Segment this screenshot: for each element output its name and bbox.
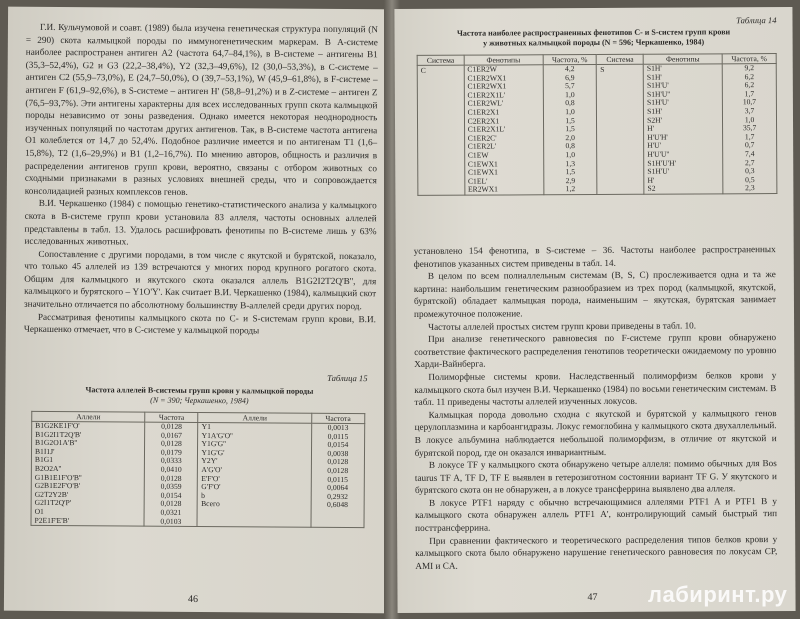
table15-allele: Y1G'G'' bbox=[201, 439, 226, 449]
table14-header-system-1: Система bbox=[417, 55, 464, 65]
table15-allele: P2E1F'E'B' bbox=[34, 515, 70, 525]
right-page-number: 47 bbox=[587, 591, 598, 604]
table14-freq: 1,0 bbox=[744, 114, 755, 124]
table15-allele: Всего bbox=[201, 499, 220, 509]
table15-freq: 0,0115 bbox=[327, 474, 349, 484]
table15-allele: B1I1J' bbox=[34, 446, 55, 456]
right-paragraph-6: Калмыцкая порода довольно сходна с якутской и бурятской у калмыцкого генов церулоплазмина и карбоангидразы. Локус гемоглобина у калмыцкого скота двухаллельный. В локусе альбумина наблюдается небольшой полиморфизм, в отличие от якутской и бурятской пород, где он оказался инвариантным. bbox=[414, 407, 777, 458]
table14-freq: 35,7 bbox=[742, 123, 757, 133]
table14-phenotype: C1ER2X1L' bbox=[467, 124, 506, 134]
table14-phenotype: C1ER2W bbox=[467, 64, 497, 74]
table14-phenotype: C1EWX1 bbox=[467, 167, 498, 177]
table15-caption: Таблица 15 bbox=[327, 372, 368, 384]
table15-allele: B2O2A'' bbox=[34, 463, 62, 474]
table14-phenotype: S1H' bbox=[646, 72, 662, 82]
table14-title bbox=[407, 27, 781, 49]
table14-freq: 1,0 bbox=[565, 107, 575, 117]
table14-phenotype: C2ER2X1 bbox=[467, 116, 500, 126]
right-paragraph-9: При сравнении фактического и теоретического распределения типов белков крови у калмыцкого скота было обнаружено нарушение генетического равновесия по локусам CP, AMI и CA. bbox=[415, 533, 778, 571]
table15-header-freq-1: Частота bbox=[145, 412, 198, 422]
table14-phenotype: C1ER2L' bbox=[467, 141, 497, 152]
table14-freq: 1,0 bbox=[565, 89, 575, 99]
left-paragraph-1: Г.И. Кульчумовой и соавт. (1989) была изучена генетическая структура популяций (N = 290) скота калмыцкой породы по иммуногенетическим маркерам. В А-системе наиболее распространен антиген A2 (частота 64,7–84,1%), в В-системе – антигены B1 (35,3–52,4%), G2 и G3 (22,2–38,4%), Y2 (32,3–49,6%), I2 (30,0–53,3%), в С-системе – антиген C2 (55,9–73,0%), Е (24,7–50,0%), O (39,7–53,1%), W (45,9–61,8%), в F-системе – антиген F (61,9–92,6%), в S-системе – антиген H' (58,8–91,2%) и в Z-системе – антиген Z (76,5–93,7%). Эти антигены характерны для всех исследованных групп скота калмыцкой породы независимо от зоны разведения. Однако имеется некоторая неоднородность изученных популяций по частотам других антигенов. Так, в В-системе частота антигена O1 колеблется от 14,7 до 52,4%. Подобное различие имеется и по антигенам T1 (1,6–15,8%), T2 (1,6–29,9%) и B1 (1,2–16,7%). По мнению авторов, общность и различия в распределении антигенов групп крови, вероятно, связаны с отбором животных со сходными признаками в разных условиях внешней среды, что и сопровождается консолидацией разных комплексов генов. bbox=[24, 21, 378, 197]
table14-phenotype: S1H'U'H' bbox=[647, 158, 676, 168]
table15 bbox=[30, 411, 365, 528]
table14-title-line: Частота наиболее распространенных фенотипов С- и S-систем групп крови bbox=[456, 27, 731, 38]
right-text-block bbox=[414, 243, 778, 572]
table14-phenotype: S1H'U' bbox=[647, 166, 670, 176]
table15-freq: 0,0179 bbox=[160, 447, 182, 457]
table14-phenotype: C1ER2X1L' bbox=[467, 90, 506, 100]
table14-phenotype: ER2WX1 bbox=[467, 184, 498, 194]
table15-header-freq-2: Частота bbox=[311, 413, 364, 423]
left-paragraph-3: Сопоставление с другими породами, в том числе с якутской и бурятской, показало, что только 45 аллелей из 139 встречаются у многих пород крупного рогатого скота. Общим для калмыцкого и якутского скота оказался аллель B1G2I2T2Q'B'', для калмыцкого и бурятского – Y1O'Y'. Как считает В.И. Черкашенко (1984), калмыцкий скот значительно отличается по абсолютному большинству В-аллелей среди других пород. bbox=[24, 248, 377, 312]
table15-allele: B1G2I1T2Q'B' bbox=[35, 429, 82, 439]
right-paragraph-3: Частоты аллелей простых систем групп крови приведены в табл. 10. bbox=[428, 320, 697, 332]
table14-freq: 6,2 bbox=[744, 71, 755, 81]
table14-freq: 1,3 bbox=[565, 158, 576, 168]
table15-freq: 0,0103 bbox=[160, 516, 182, 526]
table14-freq: 2,9 bbox=[565, 175, 576, 185]
table15-allele: G'F'O' bbox=[201, 482, 221, 492]
table15-allele: B1G1 bbox=[34, 455, 54, 465]
table14-freq: 1,5 bbox=[565, 124, 575, 134]
table15-freq: 0,0333 bbox=[160, 456, 182, 466]
table15-header-allele-1: Аллели bbox=[32, 411, 145, 422]
table15-allele: Y1G'G' bbox=[201, 447, 225, 457]
table15-freq: 0,0115 bbox=[327, 431, 349, 441]
table14-freq: 3,7 bbox=[744, 106, 755, 116]
table15-allele: A'G'O' bbox=[201, 464, 222, 475]
table14-freq: 6,9 bbox=[565, 72, 575, 82]
table15-allele: E'F'O' bbox=[201, 473, 220, 483]
table14-phenotype: C1ER2X1 bbox=[467, 107, 500, 117]
table14-phenotype: S2 bbox=[647, 183, 656, 194]
table15-allele: B1G2O1A'B'' bbox=[35, 438, 78, 448]
table15-freq: 0,0154 bbox=[327, 440, 349, 450]
table14-phenotype: S1H'U' bbox=[647, 97, 669, 108]
table14-phenotype: H' bbox=[647, 175, 655, 185]
table14-phenotype: C1ER2WX1 bbox=[467, 81, 507, 91]
table15-allele: Y1A'G'O'' bbox=[201, 430, 233, 440]
table15-allele: G2I1T2Q'P' bbox=[34, 498, 72, 508]
left-paragraph-2: В.И. Черкашенко (1984) с помощью генетико-статистического анализа у калмыцкого скота в В-системе групп крови установила 83 аллеля, частоты основных аллелей представлены в табл. 13. Удалось расшифровать фенотипы по В-системе лишь у 63% исследованных животных. bbox=[24, 198, 377, 247]
table15-freq: 0,2932 bbox=[327, 491, 349, 501]
table15-freq: 0,0167 bbox=[161, 430, 182, 440]
table15-allele: G2T2Y2B' bbox=[34, 489, 69, 499]
table15-freq: 0,0410 bbox=[160, 464, 182, 474]
table14-freq: 7,4 bbox=[744, 149, 755, 159]
table14-freq: 2,3 bbox=[745, 183, 755, 193]
table14-freq: 9,2 bbox=[744, 63, 755, 73]
table14-freq: 0,3 bbox=[745, 166, 755, 176]
table14 bbox=[417, 53, 778, 196]
table15-col-alleles-2 bbox=[197, 422, 311, 527]
table14-freq: 10,7 bbox=[742, 97, 757, 107]
table14-subtitle: у животных калмыцкой породы (N = 596; Черкашенко, 1984) bbox=[483, 37, 705, 48]
table15-freq: 0,6048 bbox=[327, 500, 348, 510]
table14-freq: 5,7 bbox=[565, 81, 575, 91]
table15-freq: 0,0128 bbox=[160, 499, 182, 509]
table15-title bbox=[23, 385, 375, 407]
table14-col-c-freq bbox=[543, 64, 598, 194]
table15-header-allele-2: Аллели bbox=[198, 412, 311, 423]
table15-allele: b bbox=[201, 490, 206, 500]
table14-freq: 4,2 bbox=[565, 64, 575, 74]
table14-header-phenotypes-1: Фенотипы bbox=[464, 55, 543, 65]
table14-col-c-phenotypes bbox=[464, 65, 544, 195]
table15-freq: 0,0321 bbox=[160, 507, 182, 517]
table15-col-alleles-1 bbox=[31, 421, 145, 526]
table15-allele: O1 bbox=[34, 506, 44, 516]
right-paragraph-8: В локусе PTF1 наряду с обычно встречающимися аллелями PTF1 A и PTF1 B у калмыцкого скота обнаружен аллель PTF1 A', контролирующий самый быстрый тип посттрансферрина. bbox=[415, 495, 778, 534]
table14-freq: 2,7 bbox=[745, 157, 755, 167]
table15-freq: 0,0128 bbox=[160, 438, 182, 449]
table14-phenotype: H'U'U'' bbox=[647, 149, 670, 159]
table14-freq: 1,5 bbox=[565, 115, 575, 125]
table15-freq: 0,0359 bbox=[160, 481, 182, 492]
table14-freq: 6,2 bbox=[744, 80, 755, 90]
table14-phenotype: C1ER2WL' bbox=[467, 98, 504, 109]
table14-phenotype: S1H'U'' bbox=[646, 89, 671, 99]
table14-phenotype: H'U'H' bbox=[647, 132, 668, 142]
table15-freq: 0,0064 bbox=[327, 483, 349, 493]
table14-header-phenotypes-2: Фенотипы bbox=[643, 54, 722, 64]
right-paragraph-5: Полиморфные системы крови. Наследственный полиморфизм белков крови у калмыцкого скота был изучен В.И. Черкашенко (1984) по восьми генетическим системам. В табл. 11 приведены частоты аллелей изученных локусов. bbox=[414, 369, 777, 408]
table15-allele: G2B1E2F'O'B' bbox=[34, 481, 81, 491]
table14-phenotype: C1EWX1 bbox=[467, 159, 498, 169]
table14-system-c: C bbox=[417, 65, 464, 195]
table15-freq: 0,0154 bbox=[160, 490, 182, 500]
table15-allele: G1B1E1F'O'B'' bbox=[34, 472, 82, 482]
table15-allele: Y1 bbox=[201, 422, 211, 432]
table14-col-s-freq bbox=[722, 64, 777, 194]
right-page bbox=[394, 7, 795, 613]
table14-phenotype: S2H' bbox=[647, 115, 663, 125]
table15-freq: 0,0128 bbox=[160, 473, 182, 483]
table14-phenotype: S1H' bbox=[647, 106, 662, 116]
table14-header-freq-1: Частота, % bbox=[543, 54, 597, 64]
table14-col-s-phenotypes bbox=[643, 64, 723, 194]
right-paragraph-1: установлено 154 фенотипа, в S-системе – 36. Частоты наиболее распространенных фенотипов указанных систем приведены в табл. 14. bbox=[413, 244, 776, 269]
table14-freq: 0,8 bbox=[565, 98, 575, 108]
table14-phenotype: C1EL' bbox=[467, 176, 488, 186]
table15-freq: 0,0013 bbox=[327, 422, 349, 433]
table14-freq: 1,7 bbox=[744, 88, 755, 98]
table14-phenotype: C1ER2C' bbox=[467, 133, 497, 143]
table15-col-freq-1 bbox=[144, 422, 198, 526]
table14-freq: 1,0 bbox=[565, 150, 576, 160]
watermark-logo: лабиринт.ру bbox=[648, 582, 788, 607]
table14-phenotype: C1ER2WX1 bbox=[467, 73, 507, 83]
table14-phenotype: H' bbox=[647, 123, 655, 133]
table15-col-freq-2 bbox=[311, 423, 365, 527]
table14-phenotype: S1H' bbox=[646, 63, 662, 73]
table14-freq: 0,7 bbox=[744, 140, 755, 150]
table14-freq: 2,0 bbox=[565, 132, 575, 142]
right-paragraph-4: При анализе генетического равновесия по F-системе групп крови обнаружено соответствие фактического распределения генотипов теоретически ожидаемому по уровню Харди-Вайнберга. bbox=[414, 332, 777, 370]
left-paragraph-4: Рассматривая фенотипы калмыцкого скота по C- и S-системам групп крови, В.И. Черкашенко отмечает, что в С-системе у калмыцкой породы bbox=[23, 311, 376, 336]
table14-header-freq-2: Частота, % bbox=[722, 54, 776, 64]
right-paragraph-2: В целом по всем полиаллельным системам (B, S, C) прослеживается одна и та же картина: наибольшим генетическим разнообразием из трех пород (калмыцкой, якутской, бурятской) обладает калмыцкая порода, наименьшим – якутская, бурятская занимает промежуточное положение. bbox=[413, 269, 776, 319]
table14-freq: 1,5 bbox=[565, 167, 576, 177]
table15-allele: B1G2KE1F'O' bbox=[35, 420, 80, 431]
table14-freq: 0,8 bbox=[565, 141, 575, 151]
table14-header-system-2: Система bbox=[597, 54, 644, 64]
table14-phenotype: S1H'U' bbox=[646, 80, 669, 90]
table15-title-line: Частота аллелей В-системы групп крови у калмыцкой породы bbox=[85, 385, 314, 396]
table14-freq: 1,2 bbox=[565, 184, 576, 194]
table14-freq: 0,5 bbox=[745, 174, 755, 184]
table15-freq: 0,0128 bbox=[327, 457, 349, 467]
left-page-number: 46 bbox=[187, 593, 199, 605]
table14-caption: Таблица 14 bbox=[736, 15, 777, 26]
left-text-block bbox=[24, 21, 378, 338]
table15-freq: 0,0128 bbox=[327, 465, 349, 476]
table14-phenotype: C1EW bbox=[467, 150, 489, 160]
table15-allele: Y2Y' bbox=[201, 456, 218, 466]
table14-system-s: S bbox=[597, 64, 644, 194]
table15-freq: 0,0128 bbox=[161, 421, 183, 431]
table15-freq: 0,0038 bbox=[327, 448, 349, 458]
table14-freq: 1,7 bbox=[744, 131, 755, 141]
table14-phenotype: H'U' bbox=[647, 140, 662, 151]
table15-subtitle: (N = 390; Черкашенко, 1984) bbox=[150, 395, 249, 406]
left-page bbox=[4, 7, 394, 614]
right-paragraph-7: В локусе TF у калмыцкого скота обнаружено четыре аллеля: помимо обычных для Bos taurus TF A, TF D, TF E выявлен в гетерозиготном состоянии вариант TF G. У якутского и бурятского скота он не обнаружен, а в локусе трансферрина выявлено два аллеля. bbox=[414, 458, 777, 496]
